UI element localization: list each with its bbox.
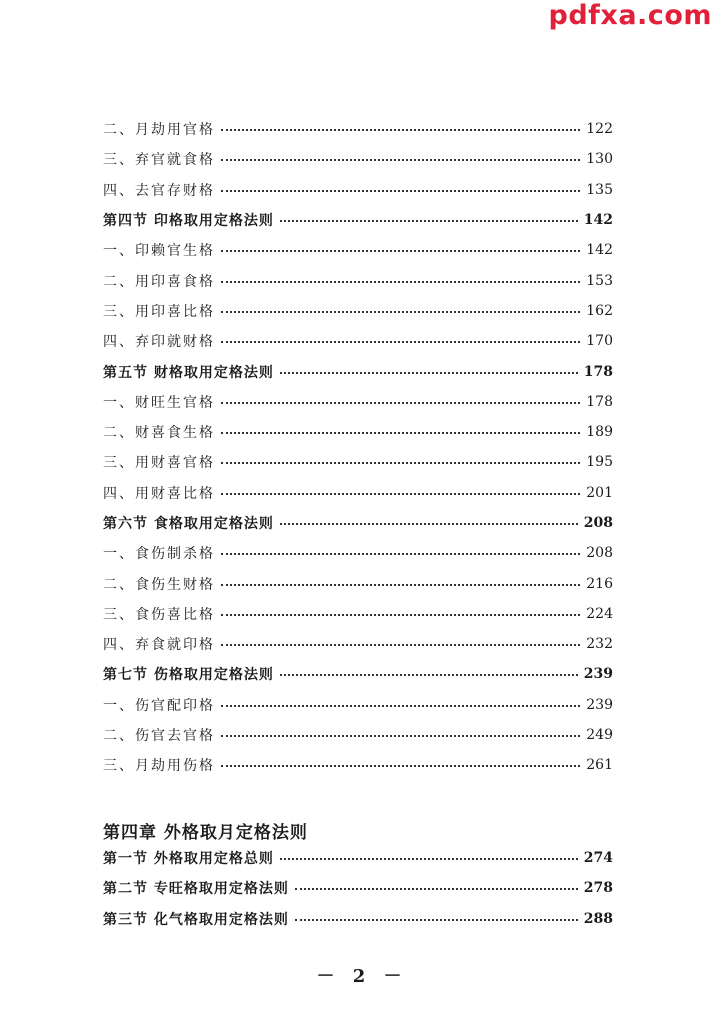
toc-entry-label: 三、食伤喜比格 [103,606,215,623]
toc-entry-label: 四、弃食就印格 [103,637,215,654]
toc-leader-dots [295,888,578,890]
toc-leader-dots [221,735,580,737]
page-number: － 2 － [316,966,408,987]
toc-entry-page: 278 [583,880,613,897]
toc-leader-dots [221,402,580,404]
toc-leader-dots [280,674,578,676]
toc-leader-dots [221,190,580,192]
toc-entry[interactable] [103,235,613,265]
toc-entry-page: 122 [586,121,613,138]
toc-leader-dots [221,765,580,767]
toc-entry-page: 239 [583,666,613,683]
toc-leader-dots [221,553,580,555]
toc-entry-page: 135 [586,181,613,198]
toc-entry[interactable] [103,265,613,295]
toc-entry[interactable] [103,387,613,417]
toc-entry-label: 三、弃官就食格 [103,152,215,169]
toc-section-entry[interactable] [103,904,613,934]
toc-entry-page: 153 [586,272,613,289]
toc-leader-dots [280,220,578,222]
toc-section-entry[interactable] [103,205,613,235]
toc-leader-dots [221,311,580,313]
toc-entry-label: 二、月劫用官格 [103,122,215,139]
toc-leader-dots [221,705,580,707]
toc-section-entry[interactable] [103,659,613,689]
toc-entry-label: 一、印赖官生格 [103,243,215,260]
toc-entry-page: 189 [586,424,613,441]
toc-entry[interactable] [103,447,613,477]
toc-entry[interactable] [103,568,613,598]
toc-entry[interactable] [103,629,613,659]
toc-section-entry[interactable] [103,356,613,386]
toc-leader-dots [221,250,580,252]
toc-entry-label: 第一节 外格取用定格总则 [103,851,274,868]
toc-entry-label: 第三节 化气格取用定格法则 [103,911,289,928]
toc-section-entry[interactable] [103,508,613,538]
toc-entry-label: 第二节 专旺格取用定格法则 [103,881,289,898]
toc-entry-label: 四、用财喜比格 [103,485,215,502]
toc-leader-dots [221,584,580,586]
toc-leader-dots [221,129,580,131]
toc-entry-page: 130 [586,151,613,168]
toc-list [103,114,613,781]
toc-entry-page: 195 [586,454,613,471]
toc-entry[interactable] [103,538,613,568]
toc-leader-dots [221,462,580,464]
toc-entry-label: 四、去官存财格 [103,182,215,199]
toc-entry-page: 261 [586,757,613,774]
toc-leader-dots [221,614,580,616]
toc-entry-label: 三、月劫用伤格 [103,758,215,775]
toc-entry[interactable] [103,599,613,629]
toc-entry[interactable] [103,417,613,447]
toc-entry-label: 一、财旺生官格 [103,394,215,411]
toc-leader-dots [280,858,578,860]
toc-entry-label: 一、食伤制杀格 [103,546,215,563]
toc-entry-page: 170 [586,333,613,350]
toc-entry[interactable] [103,144,613,174]
toc-leader-dots [221,432,580,434]
toc-section-entry[interactable] [103,873,613,903]
toc-entry-label: 第七节 伤格取用定格法则 [103,667,274,684]
toc-leader-dots [221,644,580,646]
watermark-logo: pdfxa.com [548,0,712,31]
toc-leader-dots [295,919,578,921]
toc-entry[interactable] [103,296,613,326]
toc-entry-page: 224 [586,605,613,622]
toc-entry-page: 216 [586,575,613,592]
toc-entry-label: 三、用财喜官格 [103,455,215,472]
toc-entry[interactable] [103,114,613,144]
toc-leader-dots [221,159,580,161]
toc-leader-dots [280,372,578,374]
toc-leader-dots [221,281,580,283]
toc-entry[interactable] [103,720,613,750]
toc-entry[interactable] [103,326,613,356]
toc-entry-page: 274 [583,850,613,867]
toc-entry-page: 178 [583,363,613,380]
toc-entry[interactable] [103,690,613,720]
toc-entry-page: 201 [586,484,613,501]
toc-entry-page: 232 [586,636,613,653]
toc-entry-label: 第六节 食格取用定格法则 [103,516,274,532]
toc-entry-label: 二、伤官去官格 [103,728,215,745]
toc-entry-page: 142 [583,212,613,229]
toc-entry-label: 四、弃印就财格 [103,334,215,351]
toc-entry-page: 178 [586,393,613,410]
toc-entry-label: 二、用印喜食格 [103,273,215,290]
toc-entry-label: 二、食伤生财格 [103,576,215,593]
toc-entry-page: 208 [586,545,613,562]
toc-entry-label: 第五节 财格取用定格法则 [103,364,274,381]
toc-entry-page: 208 [583,515,613,531]
toc-entry-page: 249 [586,727,613,744]
toc-entry-page: 288 [583,910,613,927]
toc-entry[interactable] [103,478,613,508]
toc-entry-page: 162 [586,302,613,319]
toc-entry[interactable] [103,750,613,780]
toc-leader-dots [280,523,578,525]
toc-entry-page: 142 [586,242,613,259]
toc-entry-label: 一、伤官配印格 [103,697,215,714]
toc-entry-label: 二、财喜食生格 [103,425,215,442]
toc-leader-dots [221,341,580,343]
toc-entry[interactable] [103,175,613,205]
chapter-heading: 第四章 外格取月定格法则 [103,823,308,843]
toc-entry-page: 239 [586,696,613,713]
toc-section-entry[interactable] [103,843,613,873]
toc-entry-label: 第四节 印格取用定格法则 [103,213,274,230]
chapter-toc-list [103,843,613,934]
toc-entry-label: 三、用印喜比格 [103,303,215,320]
toc-leader-dots [221,493,580,495]
